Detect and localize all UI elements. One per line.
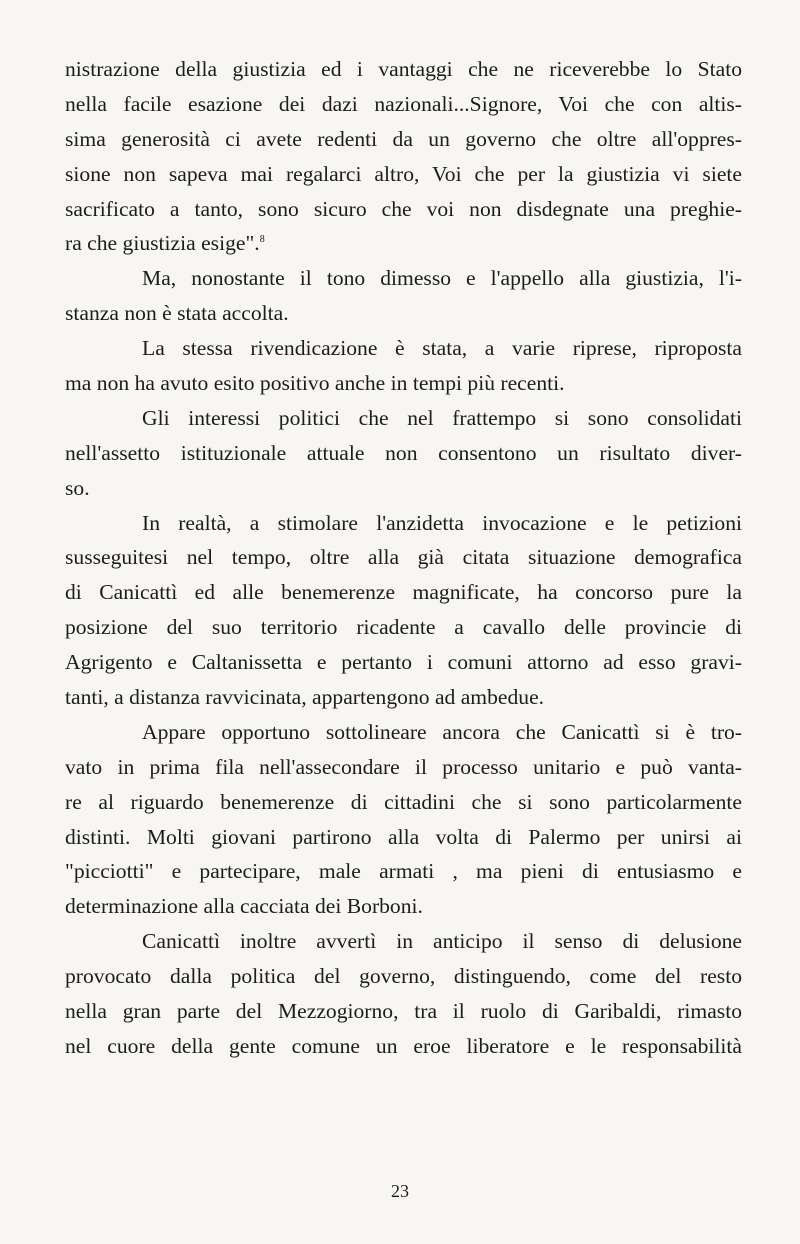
text-line-content: provocato dalla politica del governo, distinguendo, come del resto [65,964,742,989]
text-line [65,750,742,785]
text-line-content: In realtà, a stimolare l'anzidetta invocazione e le petizioni [142,510,742,535]
text-line [65,506,742,541]
text-line-content: so. [65,475,90,500]
text-line-content: nella gran parte del Mezzogiorno, tra il ruolo di Garibaldi, rimasto [65,999,742,1024]
text-line-content: sacrificato a tanto, sono sicuro che voi non disdegnate una preghie- [65,196,742,221]
text-line-content: nell'assetto istituzionale attuale non consentono un risultato diver- [65,440,742,465]
text-line [65,715,742,750]
text-line-content: La stessa rivendicazione è stata, a varie riprese, riproposta [142,336,742,361]
text-line [65,296,742,331]
text-line [65,959,742,994]
text-line [65,785,742,820]
footnote-marker: 8 [259,234,265,246]
text-line-content: nel cuore della gente comune un eroe liberatore e le responsabilità [65,1033,742,1058]
text-line [65,157,742,192]
text-line [65,401,742,436]
text-line-content: determinazione alla cacciata dei Borboni. [65,894,423,919]
text-line [65,610,742,645]
text-line [65,854,742,889]
text-line [65,122,742,157]
text-line [65,192,742,227]
text-line [65,820,742,855]
text-line-content: sione non sapeva mai regalarci altro, Voi che per la giustizia vi siete [65,161,742,186]
text-line-content: nella facile esazione dei dazi nazionali...Signore, Voi che con altis- [65,91,742,116]
text-line-content: ma non ha avuto esito positivo anche in tempi più recenti. [65,371,565,396]
text-line [65,1029,742,1064]
text-line-content: Agrigento e Caltanissetta e pertanto i comuni attorno ad esso gravi- [65,650,742,675]
text-line [65,87,742,122]
text-line [65,436,742,471]
text-line-content: Gli interessi politici che nel frattempo si sono consolidati [142,405,742,430]
text-line-content: Appare opportuno sottolineare ancora che Canicattì si è tro- [142,719,742,744]
text-line [65,889,742,924]
text-line-content: susseguitesi nel tempo, oltre alla già citata situazione demografica [65,545,742,570]
text-line-content: sima generosità ci avete redenti da un governo che oltre all'oppres- [65,126,742,151]
text-line-content: nistrazione della giustizia ed i vantaggi che ne riceverebbe lo Stato [65,57,742,81]
text-line-content: re al riguardo benemerenze di cittadini che si sono particolarmente [65,789,742,814]
text-line-content: stanza non è stata accolta. [65,301,289,326]
text-line-content: Canicattì inoltre avvertì in anticipo il senso di delusione [142,929,742,954]
text-line [65,331,742,366]
text-line [65,680,742,715]
text-line [65,994,742,1029]
text-line-content: posizione del suo territorio ricadente a cavallo delle provincie di [65,615,742,640]
text-line [65,540,742,575]
text-line-content: distinti. Molti giovani partirono alla volta di Palermo per unirsi ai [65,824,742,849]
text-line [65,226,742,261]
page-number: 23 [391,1181,409,1201]
text-line-content: tanti, a distanza ravvicinata, appartengono ad ambedue. [65,685,545,710]
text-line-content: di Canicattì ed alle benemerenze magnificate, ha concorso pure la [65,580,742,605]
text-line [65,261,742,296]
text-line [65,52,742,87]
text-line-content: "picciotti" e partecipare, male armati , ma pieni di entusiasmo e [65,859,742,884]
body-text [65,52,742,1064]
text-line-content: Ma, nonostante il tono dimesso e l'appello alla giustizia, l'i- [142,266,742,291]
text-line-content: vato in prima fila nell'assecondare il processo unitario e può vanta- [65,754,742,779]
text-line [65,366,742,401]
text-line-content: ra che giustizia esige". [65,231,260,256]
text-line [65,645,742,680]
text-line [65,471,742,506]
text-line [65,924,742,959]
text-line [65,575,742,610]
